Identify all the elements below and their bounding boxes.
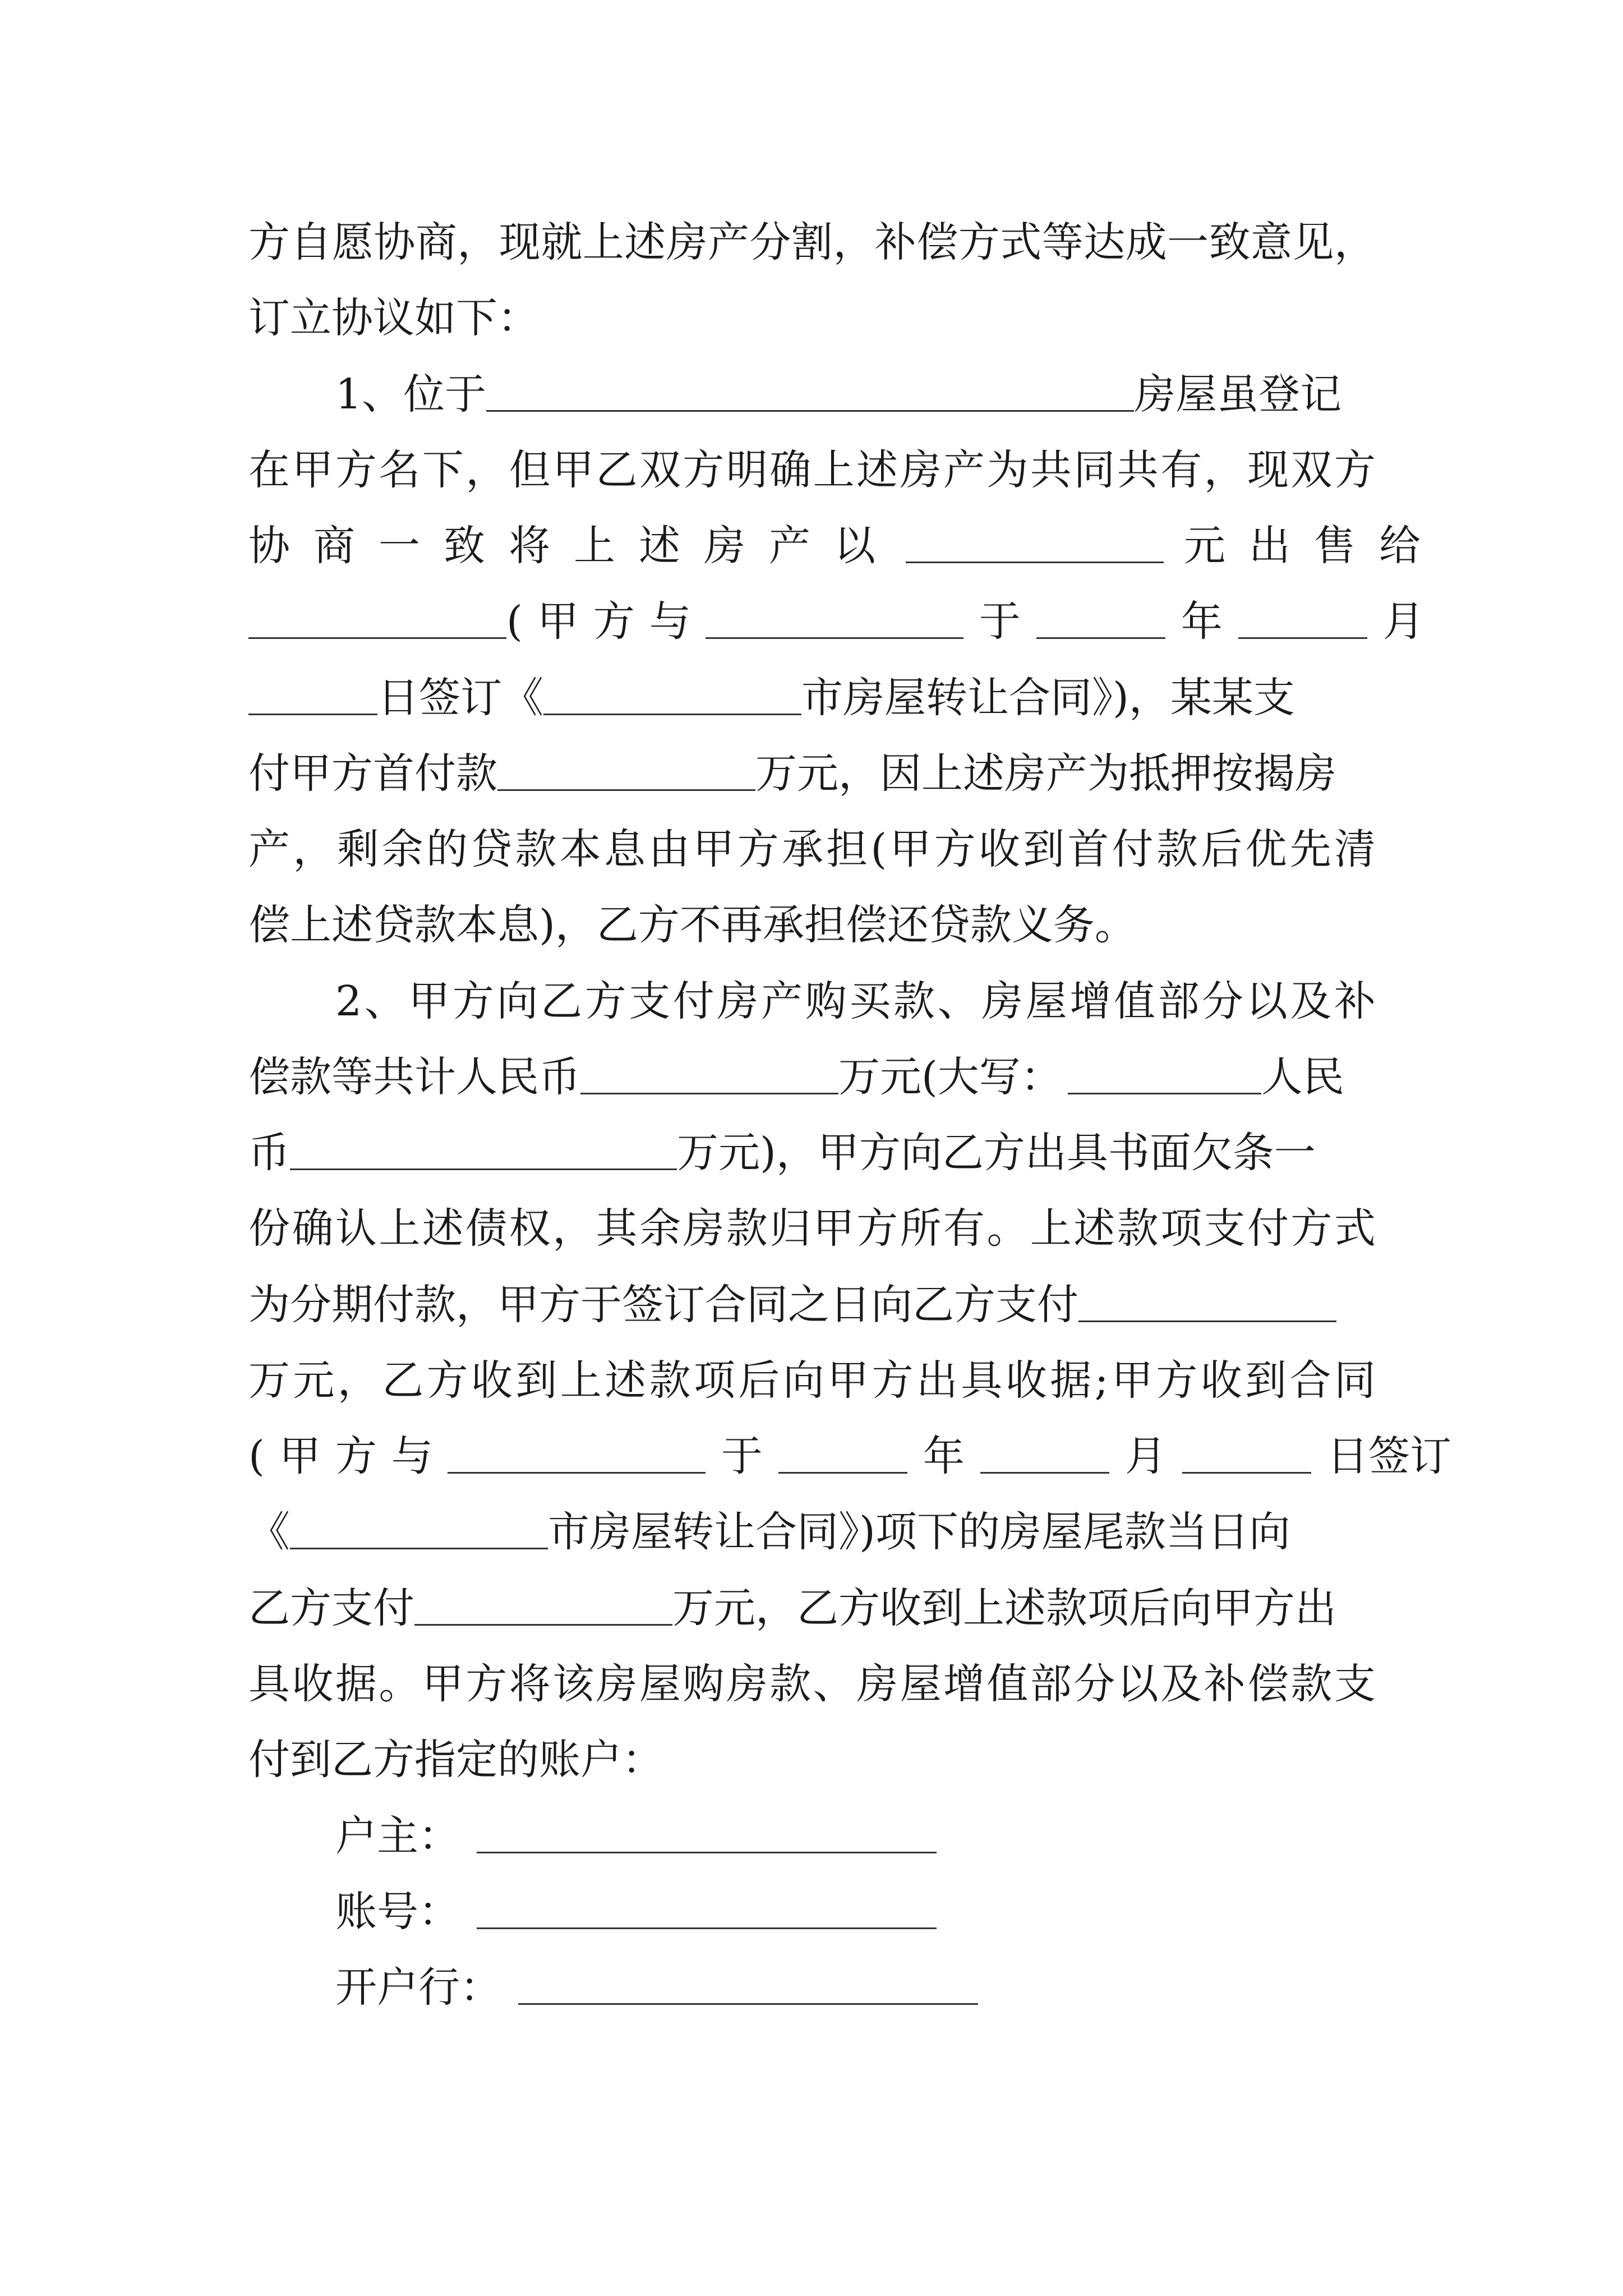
contract2-year-blank[interactable] xyxy=(778,1430,907,1474)
total-amount-blank[interactable] xyxy=(580,1051,838,1094)
clause2-line-1: 2、甲方向乙方支付房产购买款、房屋增值部分以及补 xyxy=(335,977,1376,1025)
clause2-line-10: 具收据。甲方将该房屋购房款、房屋增值部分以及补偿款支 xyxy=(248,1660,1376,1708)
contract2-day-blank[interactable] xyxy=(1182,1430,1311,1474)
contract-party-blank[interactable] xyxy=(706,596,963,639)
sale-price-blank[interactable] xyxy=(906,520,1164,563)
clause2-line-5: 为分期付款，甲方于签订合同之日向乙方支付 xyxy=(248,1277,1376,1333)
contract-month-blank[interactable] xyxy=(1238,596,1367,639)
account-owner-blank[interactable] xyxy=(477,1810,937,1853)
contract2-city-blank[interactable] xyxy=(290,1506,548,1549)
contract2-month-blank[interactable] xyxy=(980,1430,1109,1474)
clause2-line-2: 偿款等共计人民币 万元(大写： 人民 xyxy=(248,1049,1376,1105)
first-installment-blank[interactable] xyxy=(1078,1279,1336,1322)
clause2-line-3: 币 万元)，甲方向乙方出具书面欠条一 xyxy=(248,1125,1376,1181)
account-number-row xyxy=(335,1884,1376,1940)
clause2-line-7: (甲方与 于 年 月 日签订 xyxy=(248,1428,1376,1484)
clause2-line-4: 份确认上述债权，其余房款归甲方所有。上述款项支付方式 xyxy=(248,1204,1376,1253)
contract-city-blank[interactable] xyxy=(543,672,801,715)
clause2-line-8: 《 市房屋转让合同》)项下的房屋尾款当日向 xyxy=(248,1504,1376,1560)
account-number-label: 账号： xyxy=(335,1888,460,1936)
clause1-line-3: 协商一致将上述房产以 元出售给 xyxy=(248,518,1376,574)
intro-line-2: 订立协议如下： xyxy=(248,294,539,342)
clause1-line-2: 在甲方名下，但甲乙双方明确上述房产为共同共有，现双方 xyxy=(248,446,1376,494)
contract-year-blank[interactable] xyxy=(1036,596,1165,639)
final-installment-blank[interactable] xyxy=(414,1582,672,1626)
clause1-line-5: 日签订《 市房屋转让合同》)，某某支 xyxy=(248,670,1376,726)
clause1-line-1: 1、位于 房屋虽登记 xyxy=(335,366,1376,422)
clause1-line-7: 产，剩余的贷款本息由甲方承担(甲方收到首付款后优先清 xyxy=(248,825,1376,873)
clause1-line-4: (甲方与 于 年 月 xyxy=(248,593,1376,650)
account-bank-blank[interactable] xyxy=(518,1962,978,2005)
buyer-name-blank[interactable] xyxy=(248,596,506,639)
down-payment-blank[interactable] xyxy=(497,748,755,791)
account-number-blank[interactable] xyxy=(477,1886,937,1929)
location-blank[interactable] xyxy=(486,369,1134,412)
contract2-party-blank[interactable] xyxy=(448,1430,706,1474)
account-owner-label: 户主： xyxy=(335,1812,460,1860)
clause2-line-11: 付到乙方指定的账户： xyxy=(248,1736,663,1784)
clause2-line-6: 万元，乙方收到上述款项后向甲方出具收据;甲方收到合同 xyxy=(248,1356,1376,1405)
clause1-line-8: 偿上述贷款本息)，乙方不再承担偿还贷款义务。 xyxy=(248,901,1136,949)
contract-day-blank[interactable] xyxy=(248,672,377,715)
account-owner-row xyxy=(335,1808,1376,1864)
account-bank-row xyxy=(335,1959,1376,2016)
total-amount-uppercase-blank[interactable] xyxy=(1068,1051,1261,1094)
clause1-line-6: 付甲方首付款 万元，因上述房产为抵押按揭房 xyxy=(248,746,1376,802)
uppercase-amount-blank[interactable] xyxy=(290,1127,677,1170)
clause2-line-9: 乙方支付 万元，乙方收到上述款项后向甲方出 xyxy=(248,1580,1376,1636)
intro-line-1: 方自愿协商，现就上述房产分割，补偿方式等达成一致意见， xyxy=(248,218,1376,266)
account-bank-label: 开户行： xyxy=(335,1963,501,2012)
